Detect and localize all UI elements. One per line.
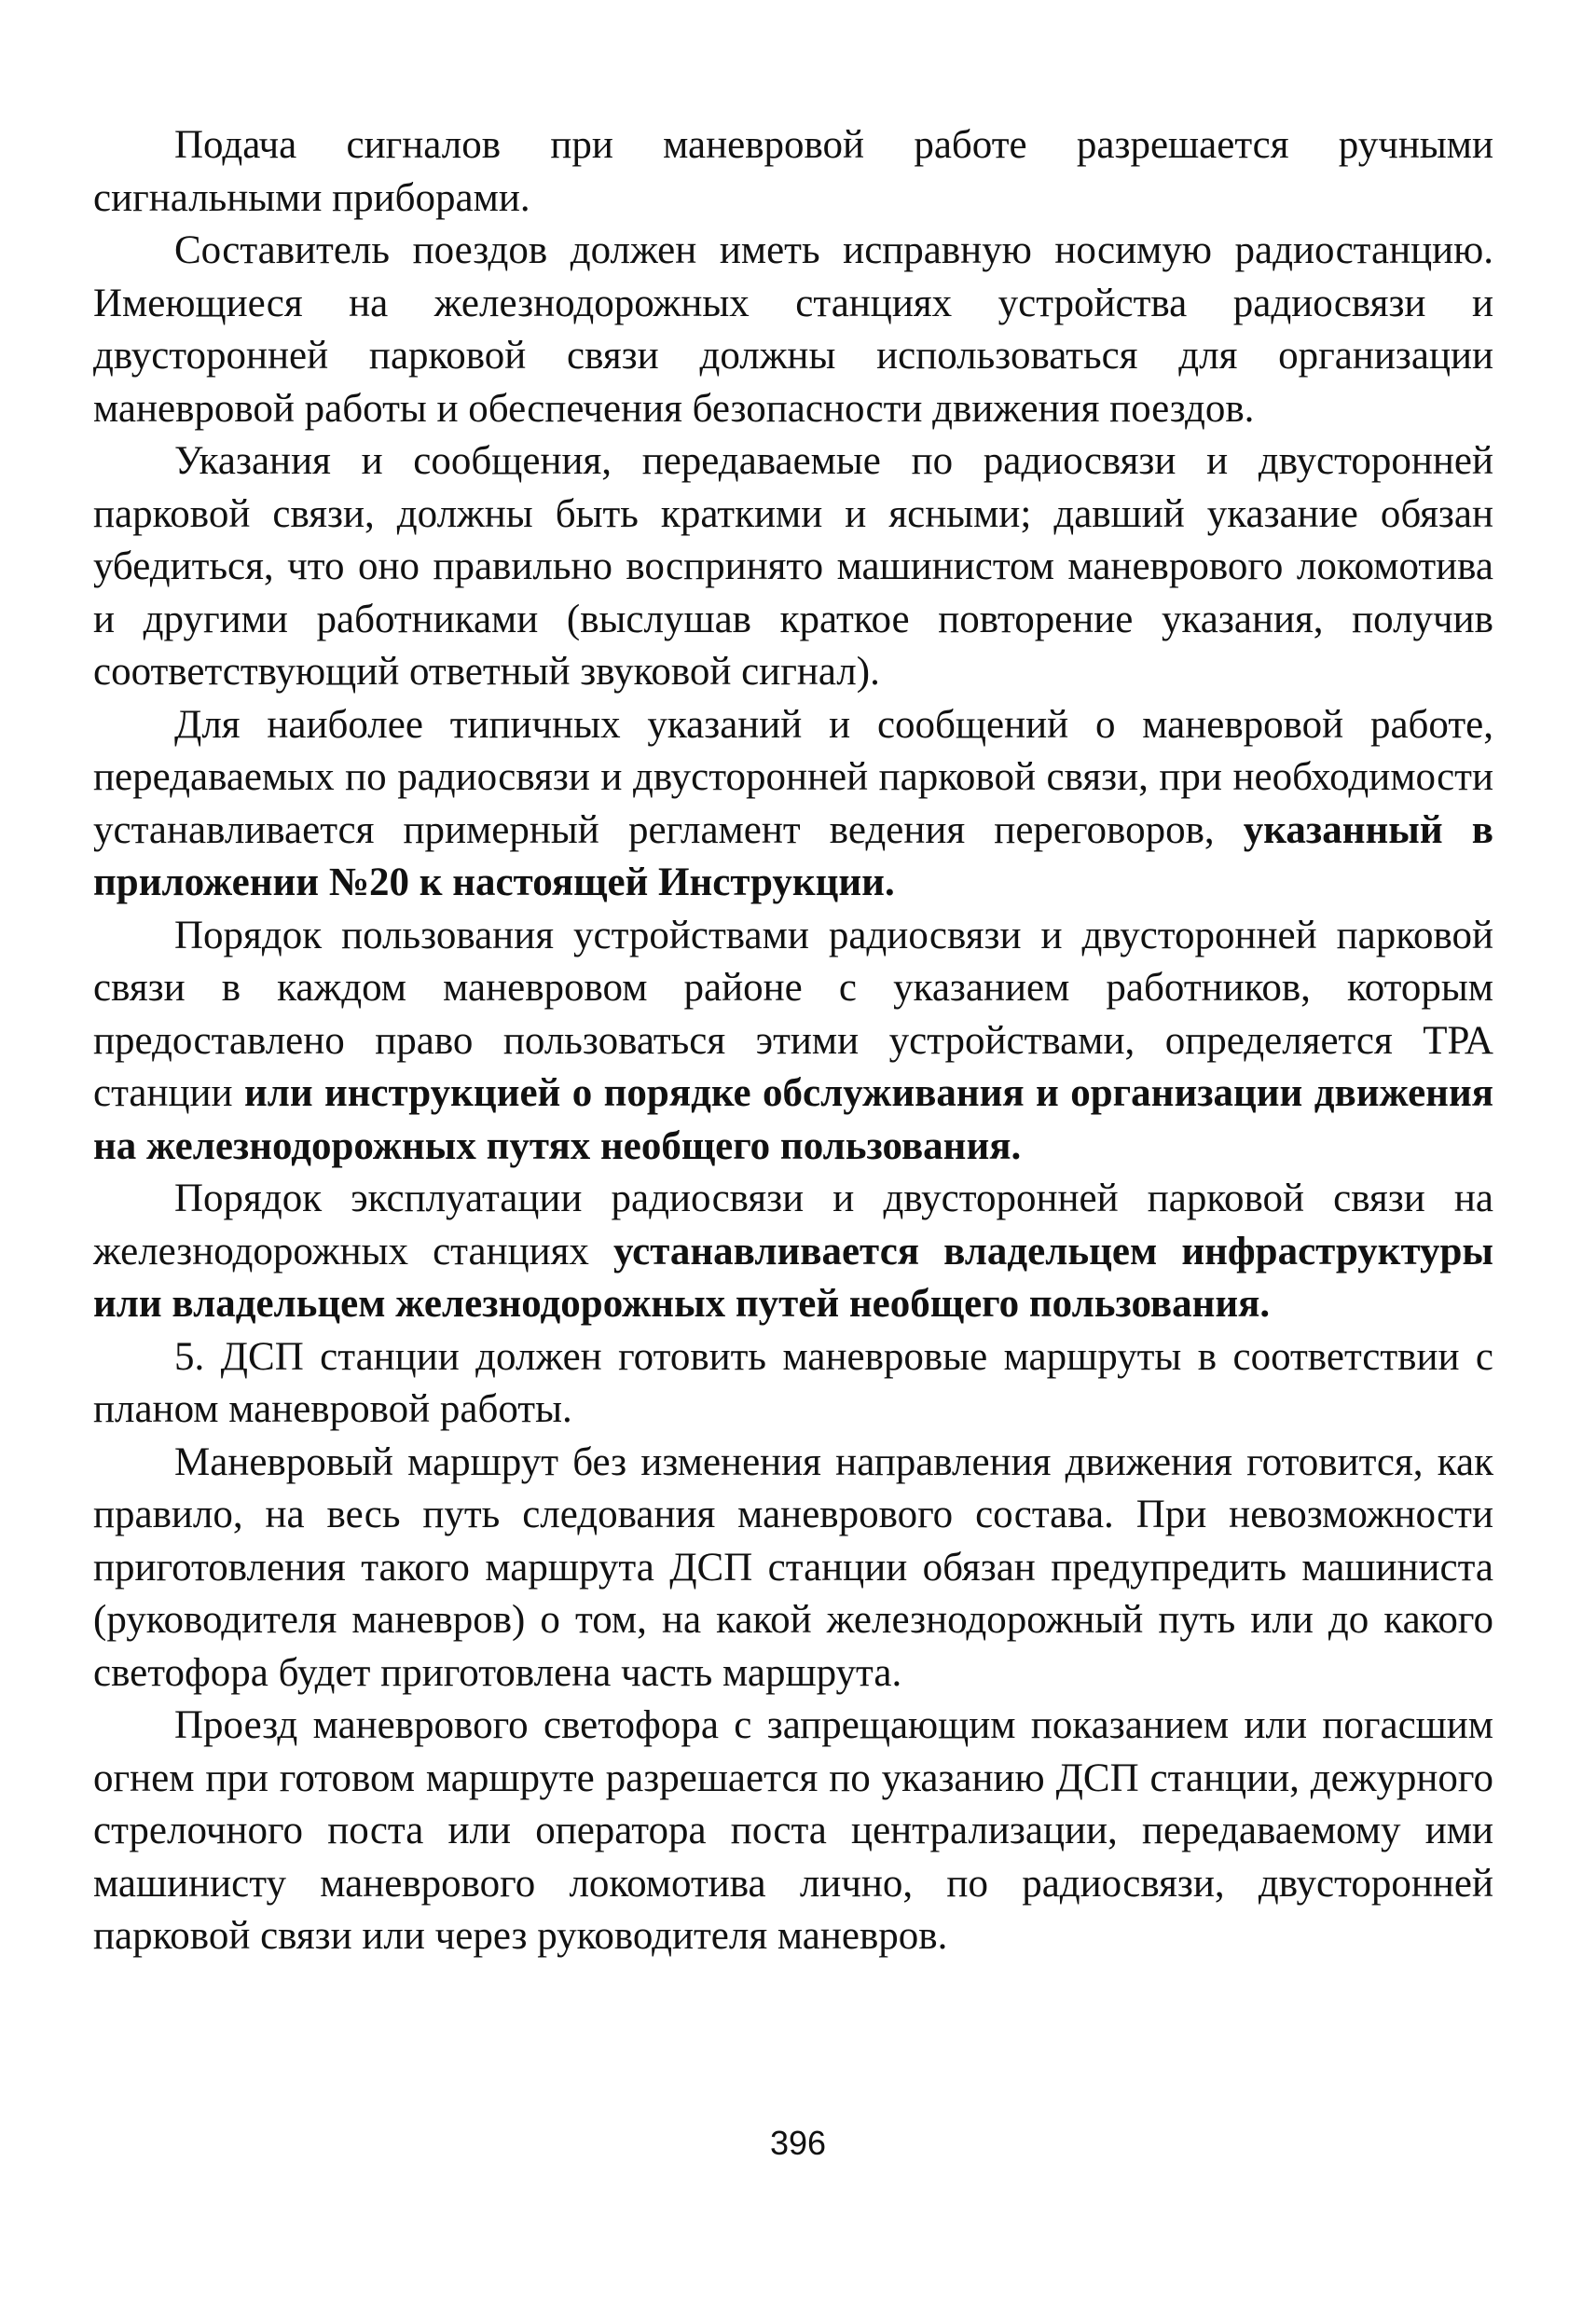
page-number: 396 — [769, 2124, 827, 2162]
paragraph-7 — [93, 1331, 1493, 1437]
document-body — [93, 119, 1493, 1963]
paragraph-2-text: Составитель поездов должен иметь исправную носимую радиостанцию. Имеющиеся на железнодорожных станциях устройства радиосвязи и двусторонней парковой связи должны использоваться для организации маневровой работы и обеспечения безопасности движения поездов. — [93, 228, 1493, 431]
paragraph-9 — [93, 1700, 1493, 1963]
paragraph-2 — [93, 225, 1493, 435]
paragraph-8-text: Маневровый маршрут без изменения направления движения готовится, как правило, на весь путь следования маневрового состава. При невозможности приготовления такого маршрута ДСП станции обязан предупредить машиниста (руководителя маневров) о том, на какой железнодорожный путь или до какого светофора будет приготовлена часть маршрута. — [93, 1439, 1493, 1695]
paragraph-5 — [93, 910, 1493, 1174]
paragraph-5-text: Порядок пользования устройствами радиосвязи и двусторонней парковой связи в каждом маневровом районе с указанием работников, которым предоставлено право пользоваться этими устройствами, определяется ТРА станции — [93, 913, 1493, 1115]
paragraph-6-text: Порядок эксплуатации радиосвязи и двусторонней парковой связи на железнодорожных станциях — [93, 1177, 1493, 1274]
paragraph-7-text: 5. ДСП станции должен готовить маневровые маршруты в соответствии с планом маневровой работы. — [93, 1334, 1493, 1431]
paragraph-4-bold-text: указанный в приложении №20 к настоящей Инструкции. — [93, 807, 1493, 904]
paragraph-4 — [93, 699, 1493, 910]
paragraph-9-text: Проезд маневрового светофора с запрещающим показанием или погасшим огнем при готовом маршруте разрешается по указанию ДСП станции, дежурного стрелочного поста или оператора поста централизации, передаваемому ими машинисту маневрового локомотива лично, по радиосвязи, двусторонней парковой связи или через руководителя маневров. — [93, 1703, 1493, 1958]
paragraph-3-text: Указания и сообщения, передаваемые по радиосвязи и двусторонней парковой связи, должны быть краткими и ясными; давший указание обязан убедиться, что оно правильно воспринято машинистом маневрового локомотива и другими работниками (выслушав краткое повторение указания, получив соответствующий ответный звуковой сигнал). — [93, 439, 1493, 694]
paragraph-3 — [93, 435, 1493, 699]
paragraph-1-text: Подача сигналов при маневровой работе разрешается ручными сигнальными приборами. — [93, 123, 1493, 220]
paragraph-6 — [93, 1173, 1493, 1331]
paragraph-4-text: Для наиболее типичных указаний и сообщений о маневровой работе, передаваемых по радиосвязи и двусторонней парковой связи, при необходимости устанавливается примерный регламент ведения переговоров, — [93, 702, 1493, 852]
paragraph-6-bold-text: устанавливается владельцем инфраструктуры или владельцем железнодорожных путей необщего пользования. — [93, 1229, 1493, 1326]
paragraph-5-bold-text: или инструкцией о порядке обслуживания и организации движения на железнодорожных путях необщего пользования. — [93, 1071, 1493, 1168]
paragraph-1 — [93, 119, 1493, 225]
paragraph-8 — [93, 1437, 1493, 1700]
